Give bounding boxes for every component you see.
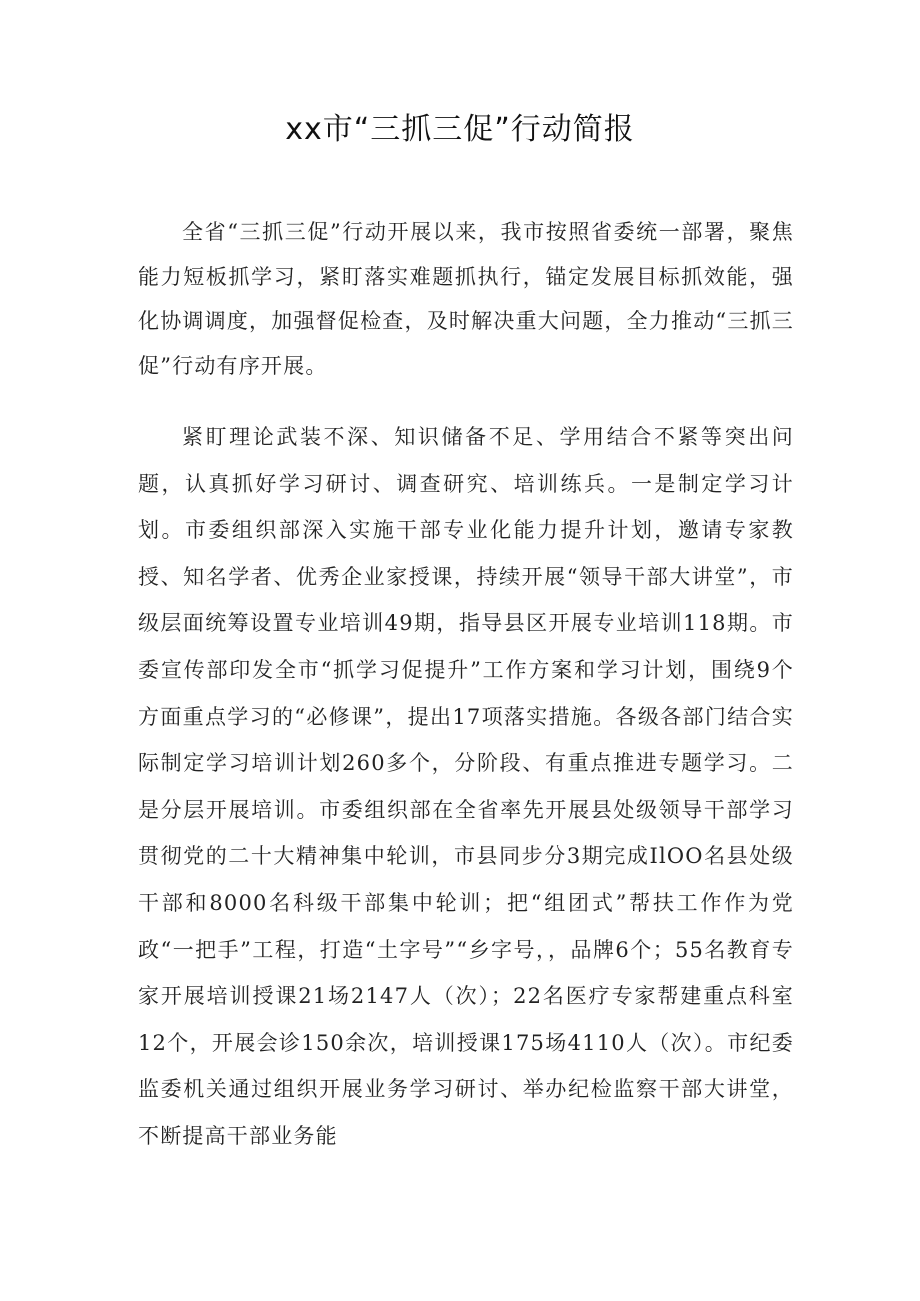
body-paragraph: 全省“三抓三促”行动开展以来，我市按照省委统一部署，聚焦能力短板抓学习，紧盯落实难题抓执行，锚定发展目标抓效能，强化协调调度，加强督促检查，及时解决重大问题，全力推动“三抓三促”行动有序开展。	[138, 220, 794, 378]
page-title: xx市“三抓三促”行动简报	[285, 112, 635, 147]
body-paragraph: 紧盯理论武装不深、知识储备不足、学用结合不紧等突出问题，认真抓好学习研讨、调查研究、培训练兵。一是制定学习计划。市委组织部深入实施干部专业化能力提升计划，邀请专家教授、知名学者、优秀企业家授课，持续开展“领导干部大讲堂”，市级层面统筹设置专业培训49期，指导县区开展专业培训118期。市委宣传部印发全市“抓学习促提升”工作方案和学习计划，围绕9个方面重点学习的“必修课”，提出17项落实措施。各级各部门结合实际制定学习培训计划260多个，分阶段、有重点推进专题学习。二是分层开展培训。市委组织部在全省率先开展县处级领导干部学习贯彻党的二十大精神集中轮训，市县同步分3期完成IlOO名县处级干部和8000名科级干部集中轮训；把“组团式”帮扶工作作为党政“一把手”工程，打造“土字号”“乡字号，，品牌6个；55名教育专家开展培训授课21场2147人（次）；22名医疗专家帮建重点科室12个，开展会诊150余次，培训授课175场4110人（次）。市纪委监委机关通过组织开展业务学习研讨、举办纪检监察干部大讲堂，不断提高干部业务能	[138, 425, 794, 1148]
